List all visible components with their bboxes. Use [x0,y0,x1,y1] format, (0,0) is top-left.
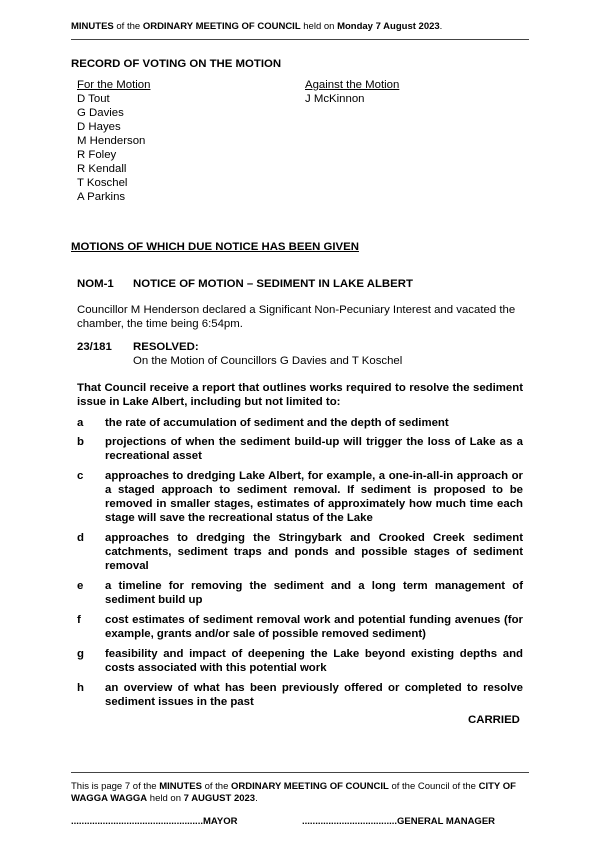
resolution-item [77,469,523,525]
page-header [71,21,442,32]
footer-date: 7 AUGUST 2023 [183,793,256,804]
item-letter: f [77,614,81,626]
item-text: approaches to dredging Lake Albert, for example, a one-in-all-in approach or a staged approach to sediment removal. If sediment is proposed to be removed in smaller stages, estimates of approximately how much time each stage will save the recreational status of the Lake [105,470,523,524]
nom-title: NOTICE OF MOTION – SEDIMENT IN LAKE ALBERT [133,278,413,290]
item-letter: c [77,470,84,482]
header-text: of the [113,21,143,32]
footer-text: of the [201,781,232,792]
for-voter: A Parkins [77,191,126,203]
for-voter: D Hayes [77,121,121,133]
item-letter: h [77,682,84,694]
item-letter: g [77,648,84,660]
item-letter: b [77,436,84,448]
resolution-item [77,435,523,463]
for-voter: D Tout [77,93,110,105]
footer-text: of the Council of the [388,781,479,792]
resolution-label: RESOLVED: [133,341,199,353]
against-voter: J McKinnon [305,93,365,105]
header-divider [71,39,529,40]
footer-council: CITY OF WAGGA WAGGA [71,781,516,804]
header-text: . [439,21,443,32]
resolution-item [77,681,523,709]
for-motion-heading: For the Motion [77,79,151,91]
header-date: Monday 7 August 2023 [337,21,440,32]
item-text: the rate of accumulation of sediment and the depth of sediment [105,417,449,429]
item-text: an overview of what has been previously offered or completed to resolve sediment issues in the past [105,682,523,708]
interest-declaration: Councillor M Henderson declared a Significant Non-Pecuniary Interest and vacated the chamber, the time being 6:54pm. [77,304,516,330]
item-letter: d [77,532,84,544]
footer-text: held on [147,793,184,804]
motion-outcome: CARRIED [468,714,520,726]
resolution-item [77,613,523,641]
item-text: a timeline for removing the sediment and a long term management of sediment build up [105,580,523,606]
voting-heading: RECORD OF VOTING ON THE MOTION [71,58,282,70]
item-text: cost estimates of sediment removal work and potential funding avenues (for example, grants and/or sale of possible removed sediment) [105,614,523,640]
item-text: feasibility and impact of deepening the Lake beyond existing depths and costs associated with this potential work [105,648,523,674]
nom-number: NOM-1 [77,278,114,290]
item-letter: e [77,580,84,592]
resolution-item [77,416,523,430]
footer-text: This is page 7 of the [71,781,160,792]
footer-text: . [255,793,258,804]
header-minutes: MINUTES [71,21,114,32]
header-meeting: ORDINARY MEETING OF COUNCIL [142,21,301,32]
resolution-item [77,579,523,607]
for-voter: M Henderson [77,135,146,147]
footer-meeting: ORDINARY MEETING OF COUNCIL [231,781,389,792]
footer-minutes: MINUTES [159,781,202,792]
footer-divider [71,772,529,773]
for-voter: R Kendall [77,163,127,175]
item-text: approaches to dredging the Stringybark and Crooked Creek sediment catchments, sediment traps and ponds and possible stages of sediment removal [105,532,523,572]
page-footer [71,781,531,805]
resolution-mover: On the Motion of Councillors G Davies and T Koschel [133,355,403,367]
header-text: held on [300,21,338,32]
resolution-intro: That Council receive a report that outlines works required to resolve the sediment issue in Lake Albert, including but not limited to: [77,382,523,408]
for-voter: R Foley [77,149,117,161]
item-text: projections of when the sediment build-up will trigger the loss of Lake as a recreational asset [105,436,523,462]
general-manager-signature-line: ....................................GENERAL MANAGER [302,816,496,827]
resolution-item [77,647,523,675]
for-motion-list [77,78,150,204]
against-motion-list [305,78,399,106]
motions-heading: MOTIONS OF WHICH DUE NOTICE HAS BEEN GIVEN [71,241,359,253]
resolution-item [77,531,523,573]
resolution-number: 23/181 [77,341,112,353]
item-letter: a [77,417,84,429]
for-voter: G Davies [77,107,124,119]
for-voter: T Koschel [77,177,128,189]
against-motion-heading: Against the Motion [305,79,400,91]
mayor-signature-line: ..................................................MAYOR [71,816,238,827]
